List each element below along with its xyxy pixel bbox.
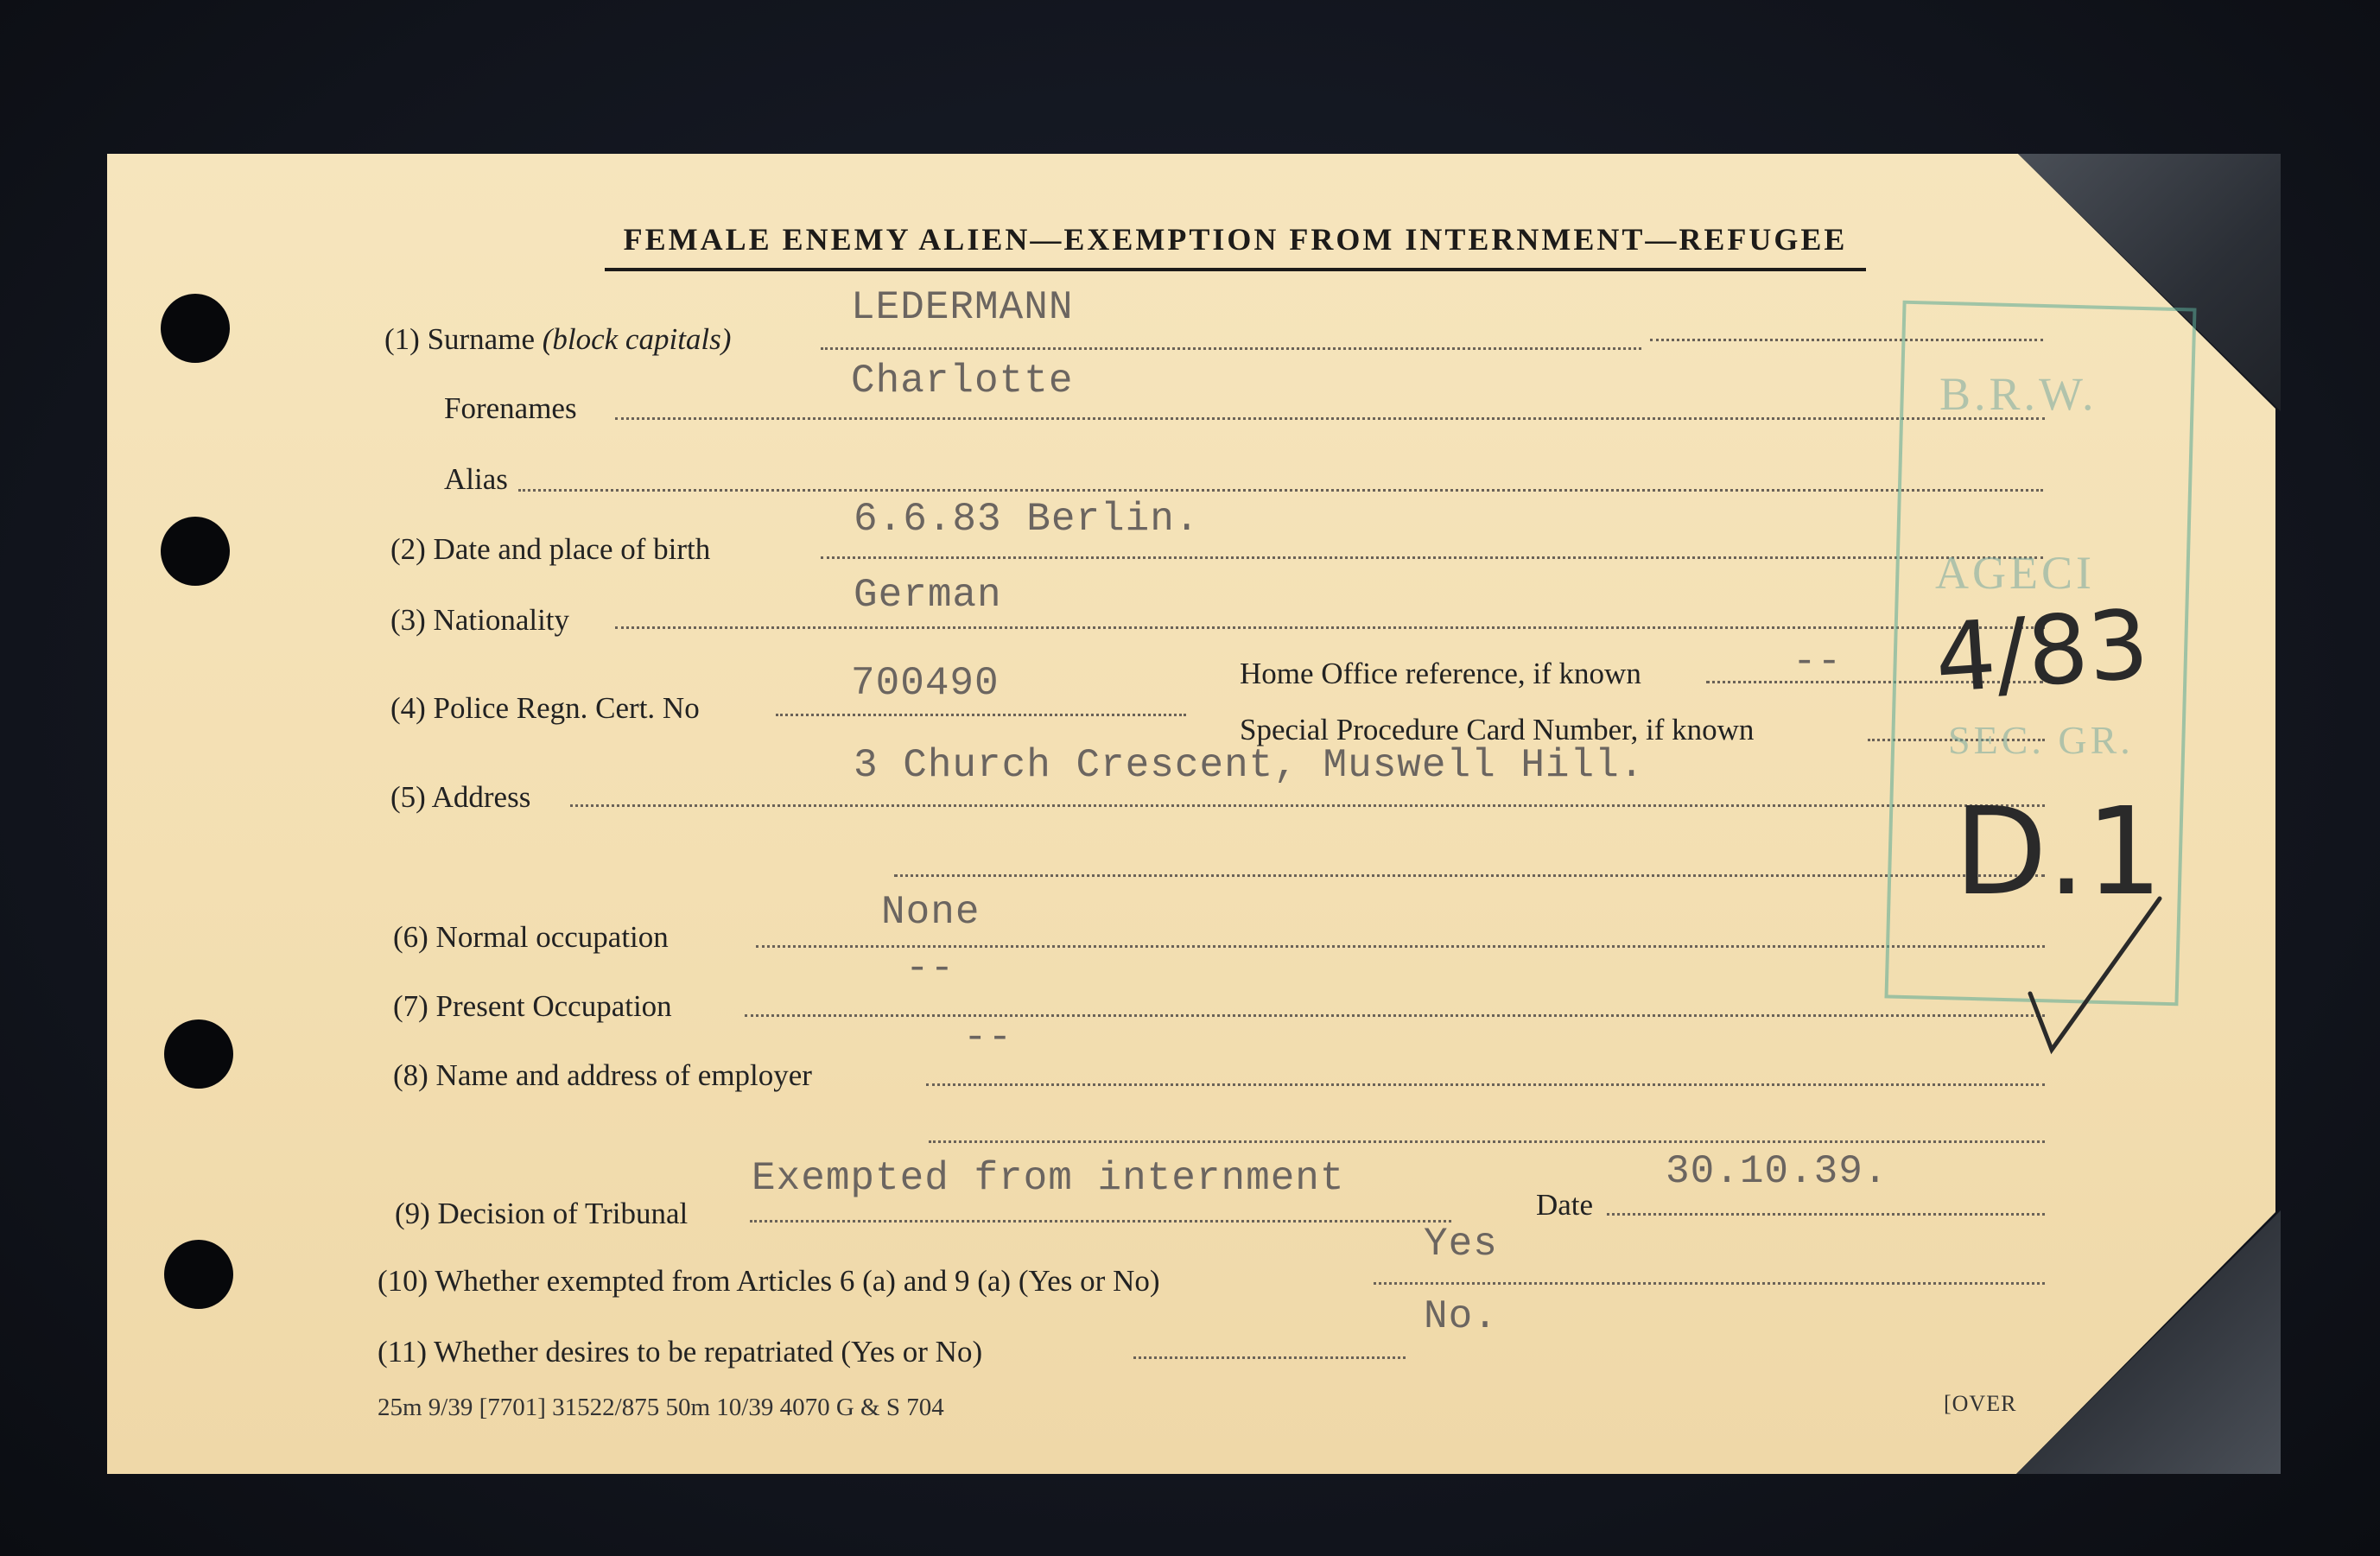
decision-label: (9) Decision of Tribunal	[395, 1197, 689, 1230]
surname-label: (1) Surname (block capitals)	[384, 322, 732, 356]
punch-hole	[164, 1240, 233, 1309]
handwritten-reference: 4/83	[1931, 588, 2153, 714]
occupation-value: None	[881, 890, 981, 935]
handwritten-code: D.1	[1954, 782, 2163, 923]
employer-line	[926, 1083, 2045, 1086]
print-code: 25m 9/39 [7701] 31522/875 50m 10/39 4070 G & S 704	[378, 1394, 944, 1421]
present-occupation-value: --	[905, 946, 955, 991]
date-value: 30.10.39.	[1666, 1149, 1888, 1194]
over-mark: [OVER	[1944, 1391, 2017, 1416]
nationality-line	[615, 626, 2045, 629]
present-occupation-line	[745, 1014, 2045, 1017]
punch-hole	[164, 1019, 233, 1089]
police-label: (4) Police Regn. Cert. No	[390, 691, 700, 725]
occupation-label: (6) Normal occupation	[393, 920, 669, 954]
surname-line	[821, 347, 1641, 350]
date-line	[1607, 1213, 2045, 1216]
nationality-value: German	[854, 573, 1002, 618]
date-label: Date	[1536, 1188, 1594, 1222]
nationality-label: (3) Nationality	[390, 603, 570, 637]
card-title: FEMALE ENEMY ALIEN—EXEMPTION FROM INTERNMENT—REFUGEE	[605, 218, 1866, 271]
forenames-value: Charlotte	[851, 359, 1074, 403]
repatriated-label: (11) Whether desires to be repatriated (Yes or No)	[378, 1335, 983, 1369]
special-card-label: Special Procedure Card Number, if known	[1240, 713, 1755, 746]
police-line	[776, 714, 1186, 716]
present-occupation-label: (7) Present Occupation	[393, 989, 672, 1023]
articles-line	[1374, 1282, 2045, 1285]
home-office-label: Home Office reference, if known	[1240, 657, 1641, 690]
home-office-value: --	[1793, 639, 1843, 684]
stamp-line-3: SEC. GR.	[1948, 718, 2134, 762]
decision-value: Exempted from internment	[752, 1156, 1345, 1201]
birth-value: 6.6.83 Berlin.	[854, 497, 1200, 542]
check-mark-icon	[2013, 890, 2168, 1063]
forenames-label: Forenames	[444, 391, 577, 425]
stamp-line-2: AGECI	[1935, 547, 2095, 599]
employer-label: (8) Name and address of employer	[393, 1058, 812, 1092]
police-value: 700490	[851, 661, 1000, 706]
decision-line	[750, 1220, 1451, 1223]
surname-value: LEDERMANN	[851, 285, 1074, 330]
stamp-line-1: B.R.W.	[1939, 368, 2098, 420]
employer-value: --	[963, 1015, 1013, 1060]
alias-line	[518, 489, 2043, 492]
repatriated-value: No.	[1424, 1294, 1498, 1339]
punch-hole	[161, 294, 230, 363]
forenames-line	[615, 417, 2045, 420]
birth-label: (2) Date and place of birth	[390, 532, 711, 566]
articles-label: (10) Whether exempted from Articles 6 (a) and 9 (a) (Yes or No)	[378, 1264, 1160, 1298]
address-value: 3 Church Crescent, Muswell Hill.	[854, 743, 1645, 788]
punch-hole	[161, 517, 230, 586]
articles-value: Yes	[1424, 1222, 1498, 1267]
address-label: (5) Address	[390, 780, 531, 814]
employer-line-2	[929, 1140, 2045, 1143]
address-line-2	[894, 874, 2045, 877]
birth-line	[821, 556, 2043, 559]
alias-label: Alias	[444, 462, 508, 496]
repatriated-line	[1133, 1356, 1406, 1359]
address-line	[570, 804, 2045, 807]
